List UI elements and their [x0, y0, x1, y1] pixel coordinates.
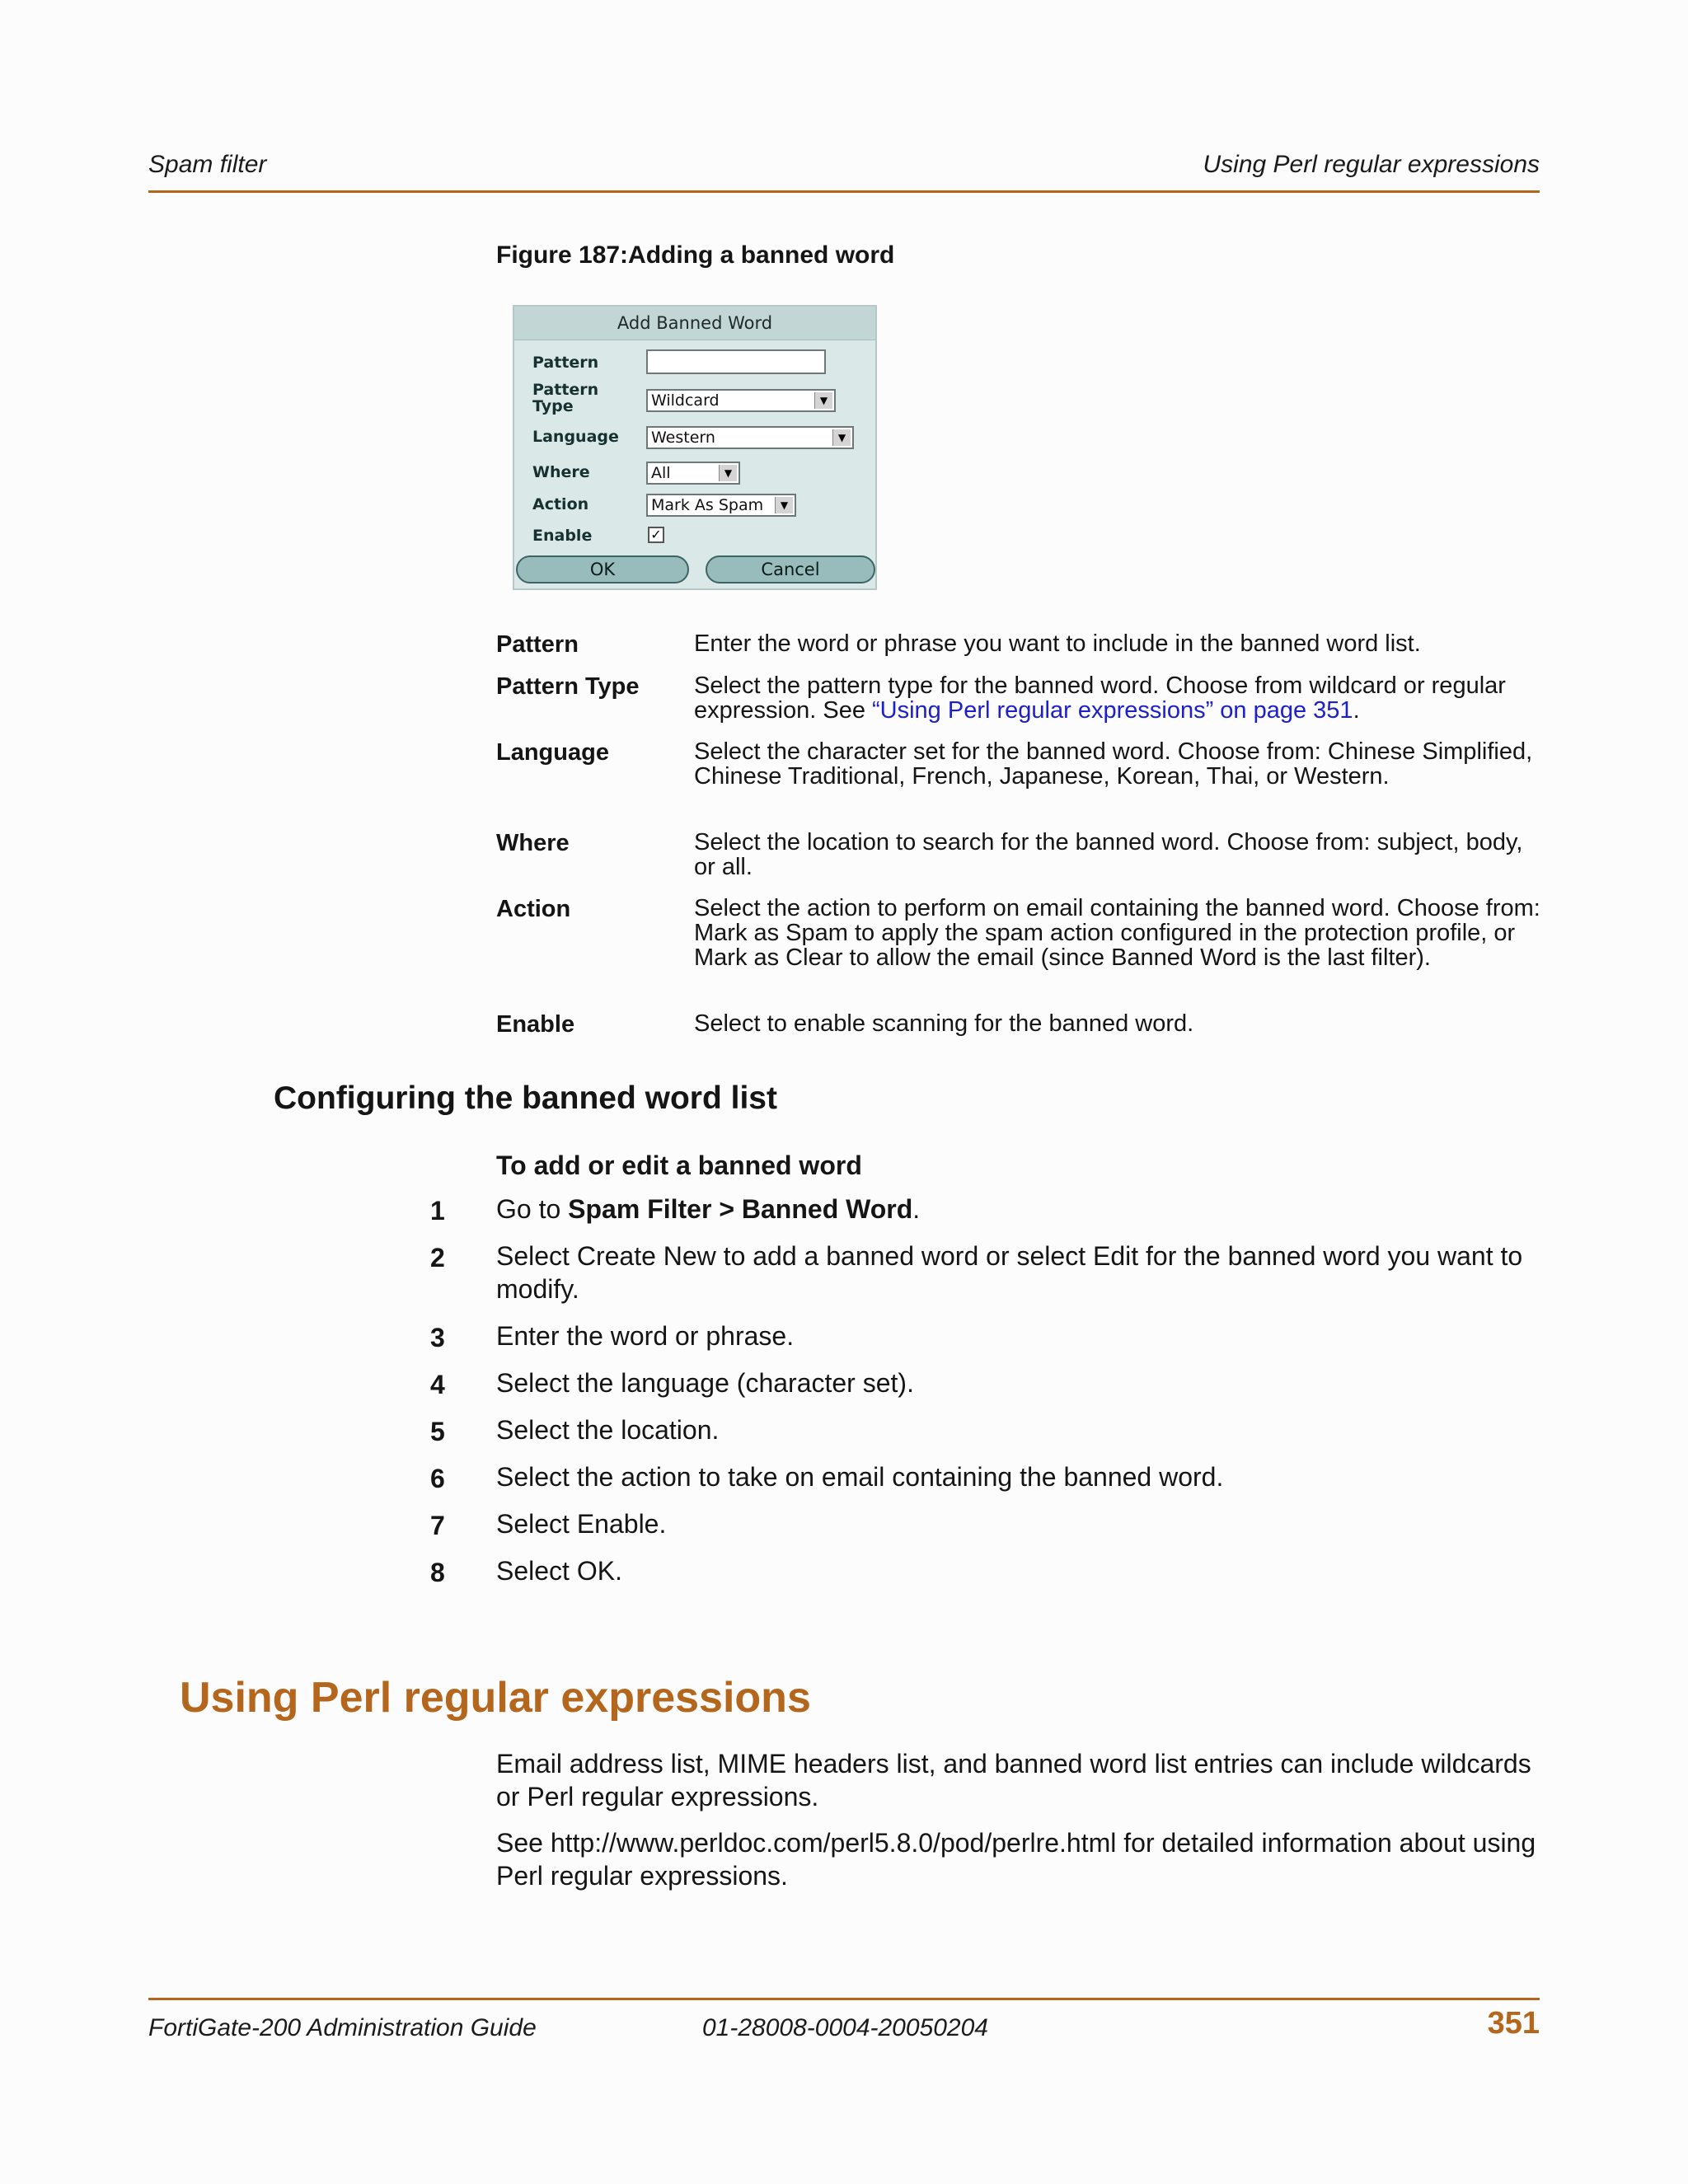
dialog-title: Add Banned Word [514, 307, 875, 340]
desc-pattern-type-text: Select the pattern type for the banned word. Choose from wildcard or regular expression. See [694, 673, 1506, 724]
step-number: 6 [430, 1464, 445, 1493]
pattern-label: Pattern [532, 354, 599, 372]
term-where: Where [496, 830, 570, 856]
desc-pattern: Enter the word or phrase you want to include in the banned word list. [694, 630, 1421, 657]
pattern-type-value: Wildcard [651, 391, 720, 410]
step1-text: Go to [496, 1194, 569, 1224]
enable-checkbox[interactable] [648, 527, 664, 543]
step-text: Select Create New to add a banned word or select Edit for the banned word you want to modify. [496, 1241, 1523, 1304]
chevron-down-icon[interactable]: ▼ [719, 465, 737, 481]
desc-enable: Select to enable scanning for the banned word. [694, 1010, 1194, 1037]
procedure-title: To add or edit a banned word [496, 1151, 862, 1180]
chevron-down-icon[interactable]: ▼ [832, 429, 851, 446]
action-value: Mark As Spam [651, 496, 764, 514]
running-header-right: Using Perl regular expressions [1203, 151, 1540, 178]
pattern-type-select[interactable] [646, 389, 836, 412]
step-number: 2 [430, 1243, 445, 1272]
chapter-heading: Using Perl regular expressions [180, 1674, 811, 1722]
term-action: Action [496, 896, 571, 922]
step-number: 8 [430, 1558, 445, 1587]
term-pattern-type: Pattern Type [496, 673, 640, 700]
cancel-button[interactable]: Cancel [706, 555, 875, 583]
step-text: Select the action to take on email containing the banned word. [496, 1462, 1224, 1492]
desc-pattern-type [694, 673, 1543, 723]
figure-caption: Figure 187:Adding a banned word [496, 241, 895, 269]
paragraph: Email address list, MIME headers list, and banned word list entries can include wildcards or Perl regular expressions. [496, 1749, 1531, 1811]
header-rule [148, 190, 1540, 193]
step1-end: . [912, 1194, 921, 1224]
action-select[interactable] [646, 494, 796, 517]
step-number: 7 [430, 1511, 445, 1540]
step-text: Select the location. [496, 1415, 720, 1445]
desc-where: Select the location to search for the banned word. Choose from: subject, body, or all. [694, 829, 1523, 880]
desc-pattern-type-end: . [1353, 697, 1360, 724]
section-heading: Configuring the banned word list [274, 1080, 777, 1116]
step-number: 3 [430, 1323, 445, 1352]
step-number: 5 [430, 1417, 445, 1446]
step-text [496, 1193, 1543, 1226]
page-number: 351 [1487, 2006, 1540, 2041]
step-text: Select the language (character set). [496, 1368, 914, 1398]
perl-regex-link[interactable]: “Using Perl regular expressions” on page 351 [872, 697, 1353, 724]
term-pattern: Pattern [496, 631, 579, 658]
step-number: 4 [430, 1370, 445, 1399]
ok-button[interactable]: OK [516, 555, 689, 583]
add-banned-word-dialog [513, 305, 877, 590]
where-value: All [651, 464, 671, 482]
enable-label: Enable [532, 527, 593, 545]
step-number: 1 [430, 1196, 445, 1226]
pattern-type-label-line1: Pattern [532, 381, 599, 399]
running-header-left: Spam filter [148, 151, 267, 178]
menu-path: Spam Filter > Banned Word [568, 1194, 913, 1224]
desc-language: Select the character set for the banned word. Choose from: Chinese Simplified, Chinese Traditional, French, Japanese, Korean, Thai, or Western. [694, 738, 1533, 790]
pattern-type-label-line2: Type [532, 397, 574, 415]
where-label: Where [532, 463, 590, 481]
language-select[interactable] [646, 426, 854, 449]
step-text: Select OK. [496, 1556, 622, 1586]
term-enable: Enable [496, 1011, 575, 1038]
chevron-down-icon[interactable]: ▼ [775, 497, 793, 513]
chevron-down-icon[interactable]: ▼ [814, 392, 832, 409]
footer-document-number: 01-28008-0004-20050204 [702, 2014, 988, 2041]
term-language: Language [496, 739, 609, 766]
footer-guide-title: FortiGate-200 Administration Guide [148, 2014, 537, 2041]
language-value: Western [651, 429, 715, 447]
pattern-input[interactable] [646, 349, 826, 374]
step-text: Enter the word or phrase. [496, 1321, 795, 1351]
footer-rule [148, 1998, 1540, 2000]
language-label: Language [532, 428, 619, 446]
step-text: Select Enable. [496, 1509, 667, 1539]
action-label: Action [532, 495, 589, 513]
paragraph: See http://www.perldoc.com/perl5.8.0/pod/perlre.html for detailed information about using Perl regular expressions. [496, 1828, 1536, 1891]
desc-action: Select the action to perform on email containing the banned word. Choose from: Mark as Spam to apply the spam action configured in the protection profile, or Mark as Clear to allow the email (since Banned Word is the last filter). [694, 895, 1540, 971]
where-select[interactable] [646, 462, 740, 485]
checkmark-icon: ✓ [650, 527, 662, 542]
pattern-type-label [532, 382, 598, 415]
